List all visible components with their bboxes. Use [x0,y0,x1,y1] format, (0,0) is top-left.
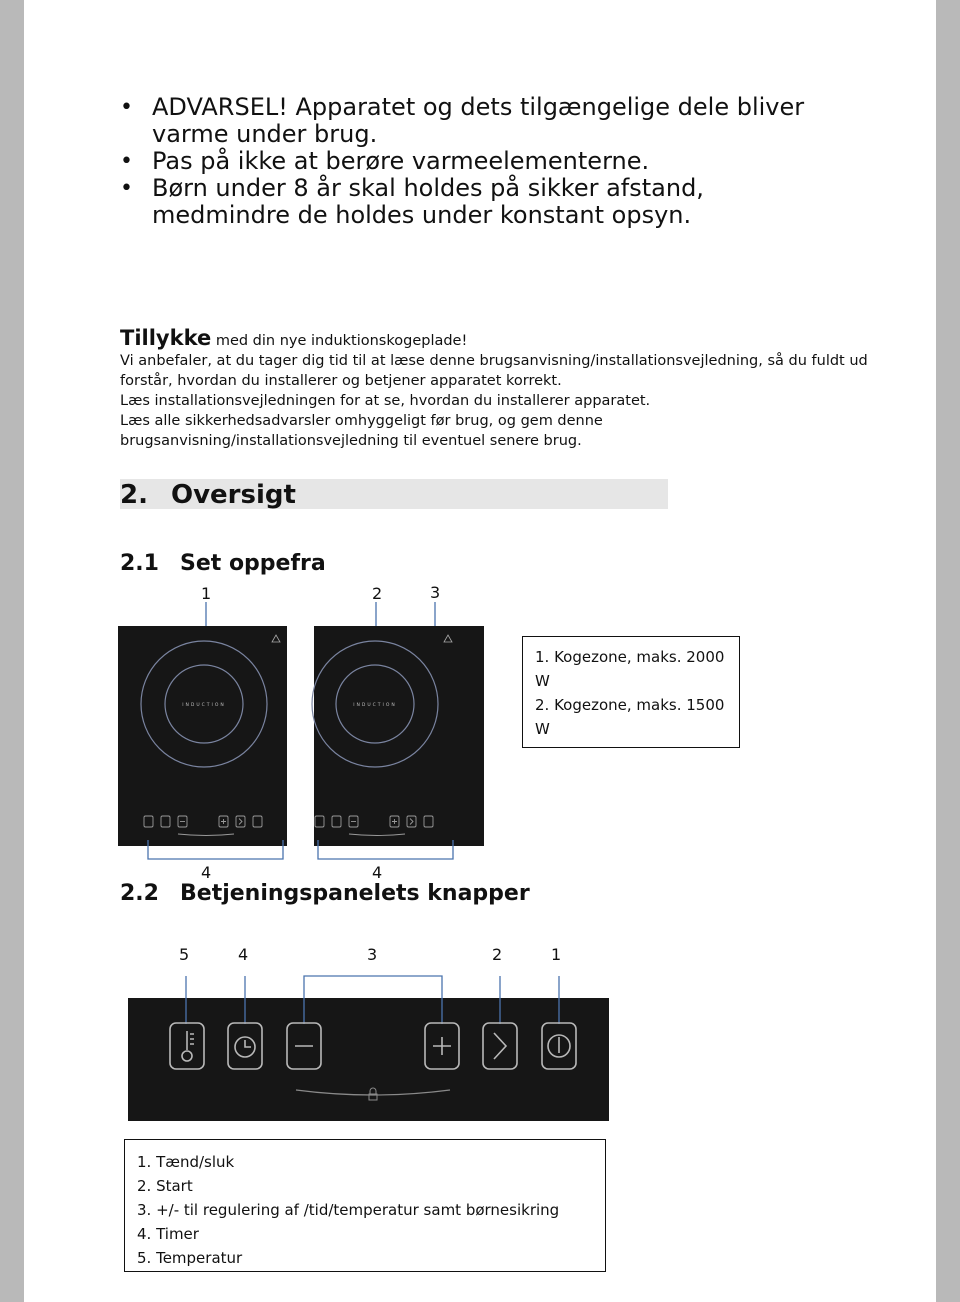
legend-line: 1. Tænd/sluk [137,1153,235,1171]
intro-heading: Tillykke [120,326,212,350]
hob-unit-left [118,626,287,846]
control-panel [128,998,609,1121]
callout-number: 4 [201,863,212,882]
button-legend [124,1139,606,1272]
legend-line: 2. Start [137,1177,193,1195]
warning-list [120,94,840,229]
subsection-number: 2.1 [120,551,159,576]
hob-top-view-diagram [118,600,468,872]
subsection-heading-2-2 [120,881,530,907]
warning-item: • Børn under 8 år skal holdes på sikker afstand, medmindre de holdes under konstant opsyn. [120,175,840,229]
callout-number: 2 [372,584,383,603]
section-title: Oversigt [171,480,296,510]
subsection-heading-2-1 [120,551,326,577]
section-heading [120,480,296,510]
hob-label: INDUCTION [182,703,226,708]
callout-number: 3 [367,945,378,964]
intro-line: Læs alle sikkerhedsadvarsler omhyggeligt før brug, og gem denne brugsanvisning/installationsvejledning til eventuel senere brug. [120,413,603,449]
intro-text [120,328,880,451]
section-number: 2. [120,480,148,510]
intro-heading-rest: med din nye induktionskogeplade! [211,333,468,349]
hob-unit-right [312,626,484,846]
warning-item: • Pas på ikke at berøre varmeelementerne. [120,148,840,175]
legend-line: 4. Timer [137,1225,199,1243]
legend-line: 5. Temperatur [137,1249,243,1267]
callout-number: 1 [551,945,562,964]
callout-number: 4 [238,945,249,964]
subsection-number: 2.2 [120,881,159,906]
legend-line: 3. +/- til regulering af /tid/temperatur samt børnesikring [137,1201,560,1219]
callout-number: 2 [492,945,503,964]
subsection-title: Betjeningspanelets knapper [180,881,530,906]
warning-item: • ADVARSEL! Apparatet og dets tilgængelige dele bliver varme under brug. [120,94,840,148]
cooking-zone-legend [522,636,740,748]
callout-number: 1 [201,584,212,603]
intro-line: Vi anbefaler, at du tager dig tid til at læse denne brugsanvisning/installationsvejledning, så du fuldt ud forstår, hvordan du installerer og betjener apparatet korrekt. [120,353,868,389]
legend-line: 1. Kogezone, maks. 2000 [535,648,725,666]
callout-number: 4 [372,863,383,882]
document-page [24,0,936,1302]
legend-line: W [535,672,550,690]
intro-line: Læs installationsvejledningen for at se, hvordan du installerer apparatet. [120,393,651,409]
legend-line: W [535,720,550,738]
control-panel-diagram [128,966,610,1122]
legend-line: 2. Kogezone, maks. 1500 [535,696,725,714]
hob-label: INDUCTION [353,703,397,708]
callout-number: 5 [179,945,190,964]
subsection-title: Set oppefra [180,551,326,576]
callout-number: 3 [430,583,441,602]
